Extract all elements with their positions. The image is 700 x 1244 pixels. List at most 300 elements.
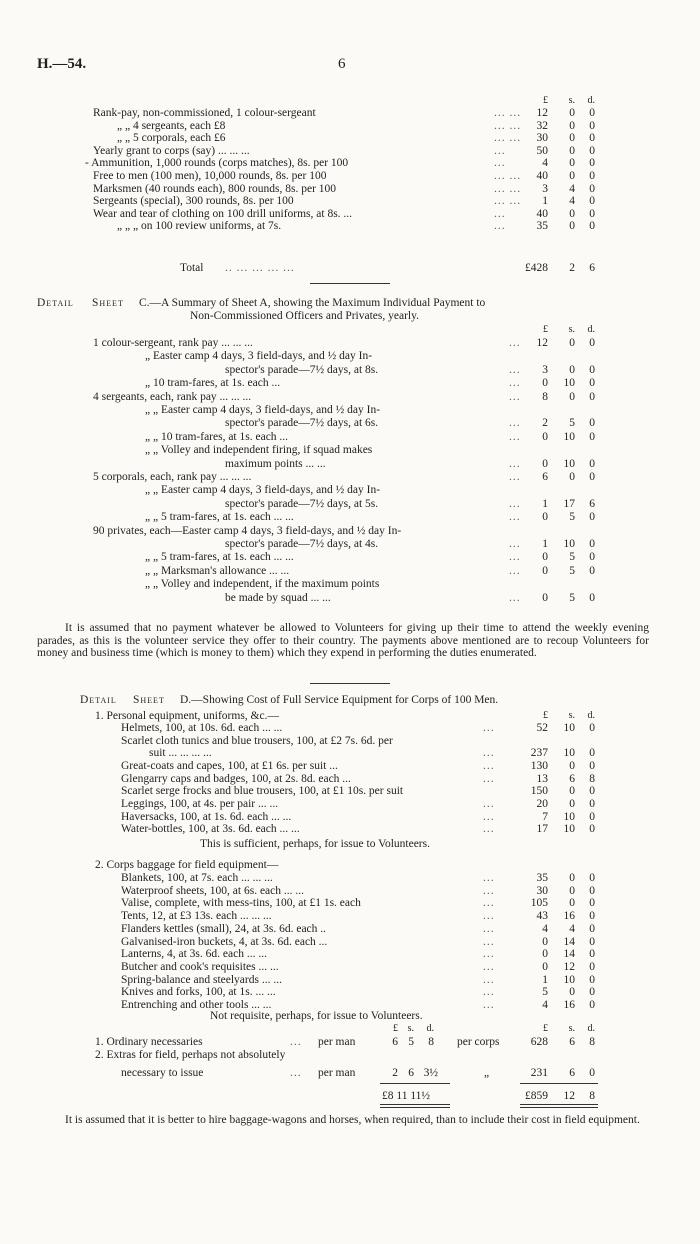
table-row — [0, 364, 700, 377]
pounds-value: 7 — [542, 810, 548, 823]
pounds-value: 0 — [542, 564, 548, 577]
table-row — [0, 811, 700, 824]
row-label: Glengarry caps and badges, 100, at 2s. 8d. each ... — [121, 772, 351, 785]
pence-value: 0 — [589, 759, 595, 772]
pence-value: 0 — [589, 220, 595, 233]
row-label: Knives and forks, 100, at 1s. ... ... — [121, 986, 276, 999]
leader-dots: ... — [509, 430, 521, 443]
row-label: spector's parade—7½ days, at 8s. — [225, 363, 379, 376]
pence-value: 8 — [589, 772, 595, 785]
pounds-value: 237 — [530, 747, 548, 760]
row-label: Yearly grant to corps (say) ... ... ... — [93, 144, 250, 157]
shillings-value: 10 — [563, 823, 575, 836]
leader-dots: ... — [509, 511, 521, 524]
table-row — [0, 923, 700, 936]
pounds-value: 32 — [536, 119, 548, 132]
table-row — [0, 747, 700, 760]
pence-value: 0 — [589, 897, 595, 910]
shillings-value: 4 — [569, 195, 575, 208]
pounds-value: 5 — [542, 986, 548, 999]
sheet-d-title-detail: Detail — [80, 694, 117, 706]
table-row — [0, 391, 700, 404]
summary-label: 2. Extras for field, perhaps not absolutely — [95, 1049, 286, 1061]
table-row — [0, 157, 700, 170]
shillings-value: 0 — [569, 797, 575, 810]
pence-value: 0 — [589, 471, 595, 483]
pounds-value: 40 — [536, 170, 548, 182]
shillings-value: 5 — [569, 564, 575, 577]
row-label: „ „ Marksman's allowance ... ... — [145, 564, 290, 577]
table-row — [0, 823, 700, 836]
table-row — [0, 444, 700, 457]
row-label: spector's parade—7½ days, at 6s. — [225, 417, 379, 430]
note-sufficient: This is sufficient, perhaps, for issue to Volunteers. — [200, 838, 430, 850]
shillings-value: 4 — [569, 922, 575, 935]
pm-pounds-header: £ — [393, 1023, 398, 1034]
shillings-value: 10 — [563, 430, 575, 443]
pence-value: 0 — [589, 207, 595, 220]
grand-rule-left — [380, 1104, 450, 1108]
pounds-value: 0 — [542, 377, 548, 390]
row-label: Sergeants (special), 300 rounds, 8s. per 100 — [93, 195, 294, 208]
ditto-mark: „ — [484, 1067, 490, 1079]
pounds-header: £ — [543, 710, 548, 721]
row-label: Scarlet serge frocks and blue trousers, 100, at £1 10s. per suit — [121, 785, 404, 798]
summary-label: 1. Ordinary necessaries — [95, 1036, 203, 1048]
leader-dots: ... — [509, 457, 521, 470]
summary-row-extras-a — [0, 1049, 700, 1062]
pence-value: 0 — [589, 170, 595, 182]
row-label: Helmets, 100, at 10s. 6d. each ... ... — [121, 722, 283, 734]
pence-header: d. — [587, 710, 595, 721]
shillings-value: 0 — [569, 785, 575, 798]
shillings-value: 14 — [563, 935, 575, 948]
row-label: Scarlet cloth tunics and blue trousers, 100, at £2 7s. 6d. per — [121, 734, 393, 747]
shillings-value: 0 — [569, 207, 575, 220]
table-row — [0, 404, 700, 417]
row-label: „ „ 5 tram-fares, at 1s. each ... ... — [145, 511, 294, 524]
table-row — [0, 350, 700, 363]
pence-value: 0 — [589, 564, 595, 577]
row-label: „ „ Easter camp 4 days, 3 field-days, and ½ day In- — [145, 404, 381, 416]
table-row — [0, 565, 700, 578]
sheet-c-title-sheet: Sheet — [92, 297, 124, 309]
leader-dots: ... — [483, 872, 495, 884]
table-row — [0, 974, 700, 987]
leader-dots: ... — [483, 986, 495, 999]
pounds-value: 1 — [542, 973, 548, 986]
shillings-value: 0 — [569, 157, 575, 170]
leader-dots: ... — [509, 471, 521, 483]
shillings-value: 14 — [563, 948, 575, 961]
row-label: „ „ „ on 100 review uniforms, at 7s. — [117, 220, 282, 233]
pm-pounds: 2 — [392, 1067, 398, 1079]
note-not-requisite: Not requisite, perhaps, for issue to Volunteers. — [210, 1010, 423, 1022]
shillings-value: 0 — [569, 132, 575, 145]
row-label: „ „ 5 tram-fares, at 1s. each ... ... — [145, 551, 294, 564]
table-row — [0, 183, 700, 196]
pence-value: 0 — [589, 551, 595, 564]
pence-value: 0 — [589, 999, 595, 1011]
sheet-c-title-text: C.—A Summary of Sheet A, showing the Maximum Individual Payment to — [139, 297, 486, 309]
sheet-c-title — [0, 297, 700, 310]
pounds-value: 35 — [536, 872, 548, 884]
row-label: Butcher and cook's requisites ... ... — [121, 960, 279, 973]
total-row — [0, 262, 700, 275]
shillings-value: 10 — [563, 722, 575, 734]
leader-dots: ... — [483, 897, 495, 910]
summary-row-ordinary — [0, 1036, 700, 1049]
table-row — [0, 722, 700, 735]
summary-column-header — [0, 1023, 700, 1036]
shillings-value: 0 — [569, 986, 575, 999]
leader-dots: ... — [509, 377, 521, 390]
leader-dots: ... ... — [494, 119, 522, 132]
corps-shillings: 6 — [569, 1036, 575, 1048]
pounds-value: 12 — [536, 107, 548, 119]
pence-value: 0 — [589, 747, 595, 760]
shillings-value: 0 — [569, 471, 575, 483]
pounds-value: 3 — [542, 363, 548, 376]
total-pounds-header: £ — [543, 1023, 548, 1034]
pence-value: 0 — [589, 823, 595, 836]
row-label: Free to men (100 men), 10,000 rounds, 8s. per 100 — [93, 170, 327, 182]
table-row — [0, 578, 700, 591]
table-row — [0, 986, 700, 999]
leader-dots: ... ... — [494, 195, 522, 208]
pounds-value: 50 — [536, 144, 548, 157]
pounds-value: 1 — [542, 497, 548, 510]
pounds-value: 130 — [530, 759, 548, 772]
leader-dots: ... — [290, 1036, 302, 1048]
pounds-value: 52 — [536, 722, 548, 734]
corps-pence: 8 — [589, 1036, 595, 1048]
corps-pounds: 628 — [530, 1036, 548, 1048]
pence-value: 0 — [589, 390, 595, 403]
sheet-c-note: It is assumed that no payment whatever be allowed to Volunteers for giving up their time to attend the weekly evening parades, as this is the volunteer service they offer to their country. The payments above mentioned are to recoup Volunteers for money and business time (which is money to them) which they expend in performing the duties enumerated. — [37, 622, 649, 660]
pounds-header: £ — [543, 324, 548, 335]
pence-value: 0 — [589, 935, 595, 948]
row-label: „ „ 10 tram-fares, at 1s. each ... — [145, 430, 289, 443]
leader-dots: ... — [509, 417, 521, 430]
leader-dots: ... — [509, 497, 521, 510]
pence-value: 6 — [589, 497, 595, 510]
row-label: spector's parade—7½ days, at 5s. — [225, 497, 379, 510]
table-row — [0, 220, 700, 233]
table-row — [0, 458, 700, 471]
table-row — [0, 208, 700, 221]
leader-dots: ... — [483, 747, 495, 760]
row-label: Valise, complete, with mess-tins, 100, at £1 1s. each — [121, 897, 361, 910]
shillings-value: 10 — [563, 457, 575, 470]
shillings-value: 4 — [569, 182, 575, 195]
per-man-label: per man — [318, 1067, 356, 1079]
pounds-value: 0 — [542, 960, 548, 973]
pence-value: 0 — [589, 722, 595, 734]
table-row — [0, 170, 700, 183]
pence-value: 0 — [589, 538, 595, 550]
pence-value: 0 — [589, 960, 595, 973]
shillings-value: 0 — [569, 119, 575, 132]
leader-dots: ... — [483, 797, 495, 810]
shillings-value: 0 — [569, 220, 575, 233]
pounds-value: 1 — [542, 538, 548, 550]
leader-dots: ... — [509, 591, 521, 604]
table-row — [0, 885, 700, 898]
shillings-value: 0 — [569, 897, 575, 910]
shillings-value: 10 — [563, 973, 575, 986]
total-shillings: 2 — [569, 262, 575, 274]
leader-dots: ... — [483, 759, 495, 772]
grand-pence: 8 — [589, 1090, 595, 1102]
table-row — [0, 961, 700, 974]
total-pounds: £428 — [525, 262, 548, 274]
subtotal-rule-right — [520, 1083, 598, 1084]
pounds-value: 17 — [536, 823, 548, 836]
section-divider — [310, 283, 390, 284]
pounds-value: 4 — [542, 999, 548, 1011]
currency-column-header — [0, 324, 700, 337]
pence-value: 0 — [589, 144, 595, 157]
pence-value: 0 — [589, 810, 595, 823]
section-heading-personal: 1. Personal equipment, uniforms, &c.— — [95, 710, 279, 722]
section-divider — [310, 683, 390, 684]
total-label: Total — [180, 262, 204, 274]
leader-dots: ... — [483, 973, 495, 986]
pm-pence: 8 — [428, 1036, 434, 1048]
pence-value: 0 — [589, 910, 595, 923]
row-label: Spring-balance and steelyards ... ... — [121, 973, 282, 986]
row-label: „ Easter camp 4 days, 3 field-days, and ½ day In- — [145, 350, 373, 363]
leader-dots: ... — [483, 948, 495, 961]
row-label: Water-bottles, 100, at 3s. 6d. each ... ... — [121, 823, 300, 836]
summary-row-extras-b — [0, 1067, 700, 1080]
pm-pounds: 6 — [392, 1036, 398, 1048]
row-label: Blankets, 100, at 7s. each ... ... ... — [121, 872, 273, 884]
pounds-value: 0 — [542, 457, 548, 470]
pence-header: d. — [587, 95, 595, 106]
row-label: Marksmen (40 rounds each), 800 rounds, 8s. per 100 — [93, 182, 337, 195]
row-label: 90 privates, each—Easter camp 4 days, 3 field-days, and ½ day In- — [93, 524, 402, 537]
pence-value: 0 — [589, 785, 595, 798]
summary-label: necessary to issue — [121, 1067, 204, 1079]
pence-value: 0 — [589, 107, 595, 119]
shillings-header: s. — [568, 710, 575, 721]
pm-shillings-header: s. — [407, 1023, 414, 1034]
shillings-value: 0 — [569, 884, 575, 897]
leader-dots: ... — [494, 157, 506, 170]
sheet-c-title-line2 — [0, 310, 700, 323]
shillings-value: 5 — [569, 551, 575, 564]
table-row — [0, 735, 700, 748]
leader-dots: ... — [509, 363, 521, 376]
shillings-value: 10 — [563, 377, 575, 390]
shillings-value: 0 — [569, 337, 575, 349]
leader-dots: ... — [509, 390, 521, 403]
row-label: Haversacks, 100, at 1s. 6d. each ... ... — [121, 810, 292, 823]
table-row — [0, 484, 700, 497]
pounds-header: £ — [543, 95, 548, 106]
shillings-value: 0 — [569, 107, 575, 119]
leader-dots: .. ... ... ... ... — [225, 262, 295, 274]
shillings-value: 12 — [563, 960, 575, 973]
leader-dots: ... — [509, 551, 521, 564]
pounds-value: 30 — [536, 884, 548, 897]
shillings-value: 5 — [569, 417, 575, 430]
shillings-value: 6 — [569, 772, 575, 785]
row-label: „ „ 4 sergeants, each £8 — [117, 119, 226, 132]
grand-rule-right — [520, 1104, 598, 1108]
pm-pence: 3½ — [423, 1067, 438, 1079]
table-row — [0, 132, 700, 145]
pounds-value: 105 — [530, 897, 548, 910]
leader-dots: ... — [483, 999, 495, 1011]
pence-value: 0 — [589, 457, 595, 470]
grand-total-row — [0, 1090, 700, 1103]
row-label: Entrenching and other tools ... ... — [121, 999, 272, 1011]
row-label: spector's parade—7½ days, at 4s. — [225, 538, 379, 550]
row-label: suit ... ... ... ... — [149, 747, 212, 760]
row-label: Flanders kettles (small), 24, at 3s. 6d. each .. — [121, 922, 327, 935]
pounds-value: 4 — [542, 922, 548, 935]
pounds-value: 0 — [542, 591, 548, 604]
shillings-value: 10 — [563, 747, 575, 760]
leader-dots: ... — [483, 722, 495, 734]
pence-value: 0 — [589, 337, 595, 349]
leader-dots: ... — [494, 207, 506, 220]
pounds-value: 0 — [542, 948, 548, 961]
per-corps-label: per corps — [457, 1036, 500, 1048]
table-row — [0, 872, 700, 885]
pm-shillings: 6 — [408, 1067, 414, 1079]
shillings-value: 17 — [563, 497, 575, 510]
row-label: „ „ Volley and independent, if the maximum points — [145, 578, 380, 591]
grand-shillings: 12 — [563, 1090, 575, 1102]
shillings-value: 16 — [563, 999, 575, 1011]
table-row — [0, 798, 700, 811]
pence-value: 0 — [589, 872, 595, 884]
pounds-value: 0 — [542, 551, 548, 564]
table-row — [0, 120, 700, 133]
row-label: „ „ Volley and independent firing, if squad makes — [145, 444, 373, 457]
table-row — [0, 417, 700, 430]
pounds-value: 3 — [542, 182, 548, 195]
row-label: „ „ Easter camp 4 days, 3 field-days, and ½ day In- — [145, 484, 381, 497]
shillings-value: 0 — [569, 872, 575, 884]
table-row — [0, 910, 700, 923]
pence-value: 0 — [589, 119, 595, 132]
leader-dots: ... — [483, 922, 495, 935]
sheet-d-title — [0, 694, 700, 707]
shillings-value: 0 — [569, 759, 575, 772]
pounds-value: 1 — [542, 195, 548, 208]
table-row — [0, 773, 700, 786]
pounds-value: 35 — [536, 220, 548, 233]
table-row — [0, 471, 700, 484]
corps-pounds: 231 — [530, 1067, 548, 1079]
table-row — [0, 785, 700, 798]
pounds-value: 20 — [536, 797, 548, 810]
shillings-value: 16 — [563, 910, 575, 923]
shillings-header: s. — [568, 95, 575, 106]
shillings-value: 0 — [569, 363, 575, 376]
pence-value: 0 — [589, 922, 595, 935]
pence-value: 0 — [589, 182, 595, 195]
leader-dots: ... — [483, 810, 495, 823]
row-label: 4 sergeants, each, rank pay ... ... ... — [93, 390, 252, 403]
table-row — [0, 760, 700, 773]
pounds-value: 150 — [530, 785, 548, 798]
pounds-value: 8 — [542, 390, 548, 403]
sheet-c-title-detail: Detail — [37, 297, 74, 309]
table-row — [0, 195, 700, 208]
pounds-value: 6 — [542, 471, 548, 483]
row-label: Leggings, 100, at 4s. per pair ... ... — [121, 797, 279, 810]
leader-dots: ... — [483, 884, 495, 897]
pounds-value: 2 — [542, 417, 548, 430]
pence-value: 0 — [589, 591, 595, 604]
row-label: maximum points ... ... — [225, 457, 326, 470]
shillings-value: 0 — [569, 170, 575, 182]
row-label: 1 colour-sergeant, rank pay ... ... ... — [93, 337, 253, 349]
row-label: Wear and tear of clothing on 100 drill uniforms, at 8s. ... — [93, 207, 353, 220]
pence-value: 0 — [589, 132, 595, 145]
leader-dots: ... — [483, 772, 495, 785]
grand-total-per-man: £8 11 11½ — [382, 1090, 431, 1102]
table-row — [0, 897, 700, 910]
pence-value: 0 — [589, 884, 595, 897]
pence-value: 0 — [589, 417, 595, 430]
leader-dots: ... — [483, 823, 495, 836]
pence-value: 0 — [589, 157, 595, 170]
pence-value: 0 — [589, 511, 595, 524]
shillings-value: 5 — [569, 511, 575, 524]
shillings-header: s. — [568, 324, 575, 335]
table-row — [0, 431, 700, 444]
leader-dots: ... — [483, 910, 495, 923]
row-label: „ 10 tram-fares, at 1s. each ... — [145, 377, 281, 390]
pounds-value: 13 — [536, 772, 548, 785]
shillings-value: 0 — [569, 390, 575, 403]
pence-value: 0 — [589, 797, 595, 810]
total-shillings-header: s. — [568, 1023, 575, 1034]
pence-value: 0 — [589, 195, 595, 208]
leader-dots: ... — [494, 220, 506, 233]
leader-dots: ... — [483, 960, 495, 973]
row-label: „ „ 5 corporals, each £6 — [117, 132, 226, 145]
page-number: 6 — [338, 56, 346, 72]
table-row — [0, 551, 700, 564]
row-label: - Ammunition, 1,000 rounds (corps matches), 8s. per 100 — [85, 157, 349, 170]
table-row — [0, 592, 700, 605]
leader-dots: ... — [509, 564, 521, 577]
pounds-value: 12 — [536, 337, 548, 349]
pm-shillings: 5 — [408, 1036, 414, 1048]
section-heading-corps: 2. Corps baggage for field equipment— — [95, 859, 279, 871]
row-label: Rank-pay, non-commissioned, 1 colour-sergeant — [93, 107, 316, 119]
sheet-d-title-sheet: Sheet — [133, 694, 165, 706]
per-man-label: per man — [318, 1036, 356, 1048]
corps-pence: 0 — [589, 1067, 595, 1079]
pence-value: 0 — [589, 363, 595, 376]
grand-pounds: £859 — [525, 1090, 548, 1102]
shillings-value: 10 — [563, 810, 575, 823]
pounds-value: 43 — [536, 910, 548, 923]
leader-dots: ... — [509, 538, 521, 550]
pence-value: 0 — [589, 986, 595, 999]
row-label: be made by squad ... ... — [225, 591, 331, 604]
corps-shillings: 6 — [569, 1067, 575, 1079]
